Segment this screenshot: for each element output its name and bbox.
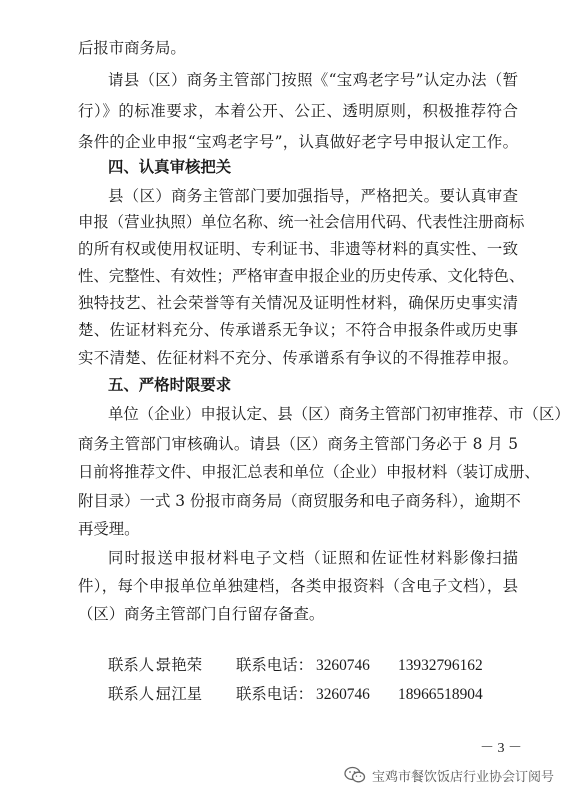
contact-label: 联系人： xyxy=(108,656,170,674)
section-heading: 五、严格时限要求 xyxy=(108,376,232,394)
body-line: 县（区）商务主管部门要加强指导，严格把关。要认真审查 xyxy=(108,187,518,205)
body-line: 申报（营业执照）单位名称、统一社会信用代码、代表性注册商标 xyxy=(78,213,525,231)
page-number: － 3 － xyxy=(480,741,522,756)
body-line: 再受理。 xyxy=(78,520,140,538)
body-line: 请县（区）商务主管部门按照《“宝鸡老字号”认定办法（暂 xyxy=(108,71,518,89)
contact-name: 屈江星 xyxy=(156,685,203,703)
watermark xyxy=(344,764,554,786)
contact-row xyxy=(108,684,483,705)
watermark-text: 宝鸡市餐饮饭店行业协会订阅号 xyxy=(372,769,555,785)
contact-name: 景艳荣 xyxy=(156,656,203,674)
body-line: 日前将推荐文件、申报汇总表和单位（企业）申报材料（装订成册、 xyxy=(78,463,540,481)
body-line: 独特技艺、社会荣誉等有关情况及证明性材料，确保历史事实清 xyxy=(78,294,518,312)
body-line: 单位（企业）申报认定、县（区）商务主管部门初审推荐、市（区） xyxy=(108,405,570,423)
mobile-number: 18966518904 xyxy=(398,686,483,703)
body-line: 件），每个申报单位单独建档，各类申报资料（含电子文档），县 xyxy=(78,577,518,595)
contact-row xyxy=(108,655,483,676)
phone-number: 3260746 xyxy=(316,657,370,674)
section-heading: 四、认真审核把关 xyxy=(108,158,232,176)
contact-label: 联系人： xyxy=(108,685,170,703)
body-line: 实不清楚、佐征材料不充分、传承谱系有争议的不得推荐申报。 xyxy=(78,349,518,367)
body-line: 楚、佐证材料充分、传承谱系无争议；不符合申报条件或历史事 xyxy=(78,321,518,339)
body-line: （区）商务主管部门自行留存备查。 xyxy=(78,605,325,623)
body-line: 行）》的标准要求，本着公开、公正、透明原则，积极推荐符合 xyxy=(78,102,518,120)
wechat-icon xyxy=(344,766,366,784)
body-line: 条件的企业申报“宝鸡老字号”，认真做好老字号申报认定工作。 xyxy=(78,133,518,151)
body-line: 同时报送申报材料电子文档（证照和佐证性材料影像扫描 xyxy=(108,549,518,567)
mobile-number: 13932796162 xyxy=(398,657,483,674)
body-line: 商务主管部门审核确认。请县（区）商务主管部门务必于 8 月 5 xyxy=(78,435,518,453)
body-line: 后报市商务局。 xyxy=(78,39,186,57)
body-line: 的所有权或使用权证明、专利证书、非遗等材料的真实性、一致 xyxy=(78,240,518,258)
phone-number: 3260746 xyxy=(316,686,370,703)
phone-label: 联系电话： xyxy=(236,656,313,674)
body-line: 附目录）一式 3 份报市商务局（商贸服务和电子商务科），逾期不 xyxy=(78,492,521,510)
phone-label: 联系电话： xyxy=(236,685,313,703)
body-line: 性、完整性、有效性；严格审查申报企业的历史传承、文化特色、 xyxy=(78,267,525,285)
